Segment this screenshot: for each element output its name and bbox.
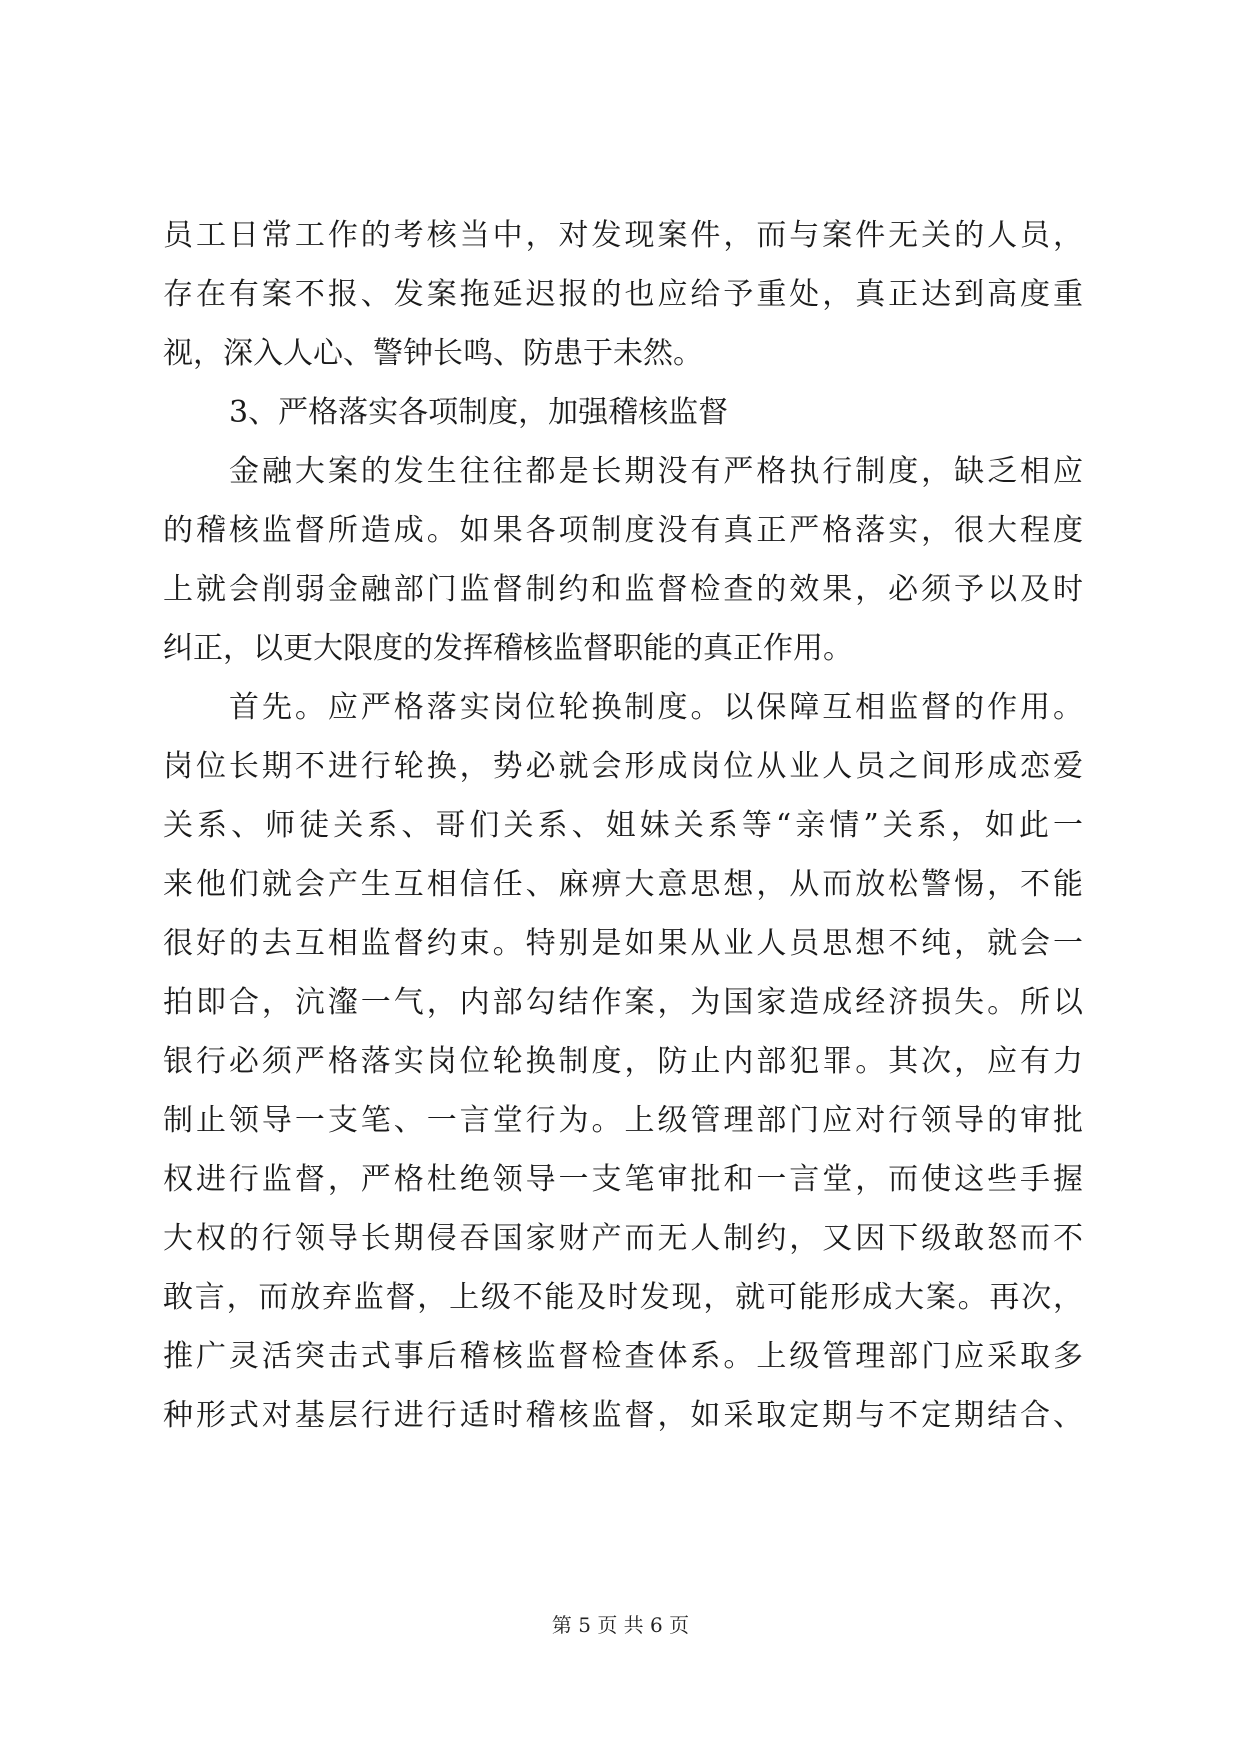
text-line: 权进行监督，严格杜绝领导一支笔审批和一言堂，而使这些手握 bbox=[163, 1162, 1083, 1197]
text-line: 拍即合，沆瀣一气，内部勾结作案，为国家造成经济损失。所以 bbox=[163, 985, 1083, 1020]
text-line: 银行必须严格落实岗位轮换制度，防止内部犯罪。其次，应有力 bbox=[163, 1044, 1083, 1079]
text-line: 首先。应严格落实岗位轮换制度。以保障互相监督的作用。 bbox=[229, 690, 1083, 725]
page-number-footer: 第 5 页 共 6 页 bbox=[551, 1613, 690, 1637]
text-line: 大权的行领导长期侵吞国家财产而无人制约，又因下级敢怒而不 bbox=[163, 1221, 1083, 1256]
text-line: 金融大案的发生往往都是长期没有严格执行制度，缺乏相应 bbox=[229, 454, 1083, 489]
document-body bbox=[163, 206, 1083, 1445]
text-line: 敢言，而放弃监督，上级不能及时发现，就可能形成大案。再次， bbox=[163, 1280, 1083, 1315]
text-line: 的稽核监督所造成。如果各项制度没有真正严格落实，很大程度 bbox=[163, 513, 1083, 548]
text-line: 推广灵活突击式事后稽核监督检查体系。上级管理部门应采取多 bbox=[163, 1339, 1083, 1374]
text-line: 种形式对基层行进行适时稽核监督，如采取定期与不定期结合、 bbox=[163, 1398, 1083, 1433]
text-line: 制止领导一支笔、一言堂行为。上级管理部门应对行领导的审批 bbox=[163, 1103, 1083, 1138]
section-heading: 3、严格落实各项制度，加强稽核监督 bbox=[229, 395, 729, 430]
text-line: 存在有案不报、发案拖延迟报的也应给予重处，真正达到高度重 bbox=[163, 277, 1083, 312]
text-line: 纠正，以更大限度的发挥稽核监督职能的真正作用。 bbox=[163, 631, 853, 666]
text-line: 关系、师徒关系、哥们关系、姐妹关系等“亲情”关系，如此一 bbox=[163, 808, 1083, 843]
text-line: 上就会削弱金融部门监督制约和监督检查的效果，必须予以及时 bbox=[163, 572, 1083, 607]
text-line: 岗位长期不进行轮换，势必就会形成岗位从业人员之间形成恋爱 bbox=[163, 749, 1083, 784]
text-line: 员工日常工作的考核当中，对发现案件，而与案件无关的人员， bbox=[163, 218, 1083, 253]
text-line: 很好的去互相监督约束。特别是如果从业人员思想不纯，就会一 bbox=[163, 926, 1083, 961]
text-line: 视，深入人心、警钟长鸣、防患于未然。 bbox=[163, 336, 703, 371]
text-line: 来他们就会产生互相信任、麻痹大意思想，从而放松警惕，不能 bbox=[163, 867, 1083, 902]
